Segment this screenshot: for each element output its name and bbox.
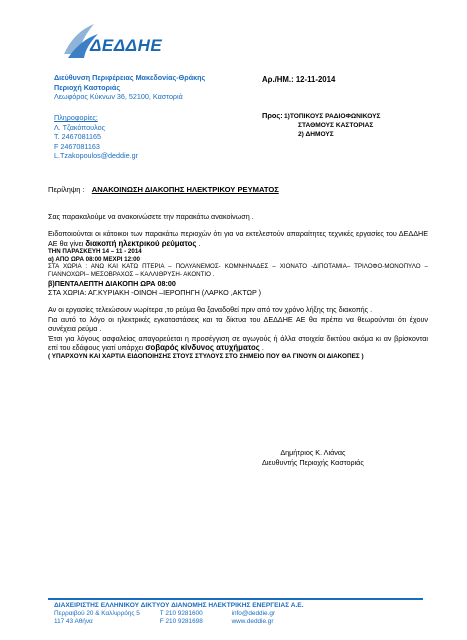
intro-end: .	[196, 238, 201, 248]
recipient-block	[262, 111, 381, 139]
logo-text: ΔΕΔΔΗΕ	[90, 36, 163, 55]
footer-address-1: Περραιβού 20 & Καλλιρρόης 5	[54, 610, 140, 618]
intro-bold: διακοπή ηλεκτρικού ρεύματος	[85, 238, 197, 248]
contact-name: Λ. Τζακόπουλος	[54, 122, 106, 132]
paragraph-safety	[48, 334, 428, 353]
contact-email: L.Tzakopoulos@deddie.gr	[54, 151, 139, 161]
recipient-line-3: 2) ΔΗΜΟΥΣ	[298, 131, 334, 138]
areas-b: ΣΤΑ ΧΩΡΙΑ: ΑΓ.ΚΥΡΙΑΚΗ -ΟΙΝΟΗ –ΙΕΡΟΠΗΓΗ (ΛΑΡΚΟ ,ΑΚΤΩΡ )	[48, 288, 262, 297]
footer-address-2: 117 43 Αθήνα	[54, 618, 93, 626]
intro-text: Ειδοποιούνται οι κάτοικοι των παρακάτω περιοχών ότι για να εκτελεστούν απαραίτητες τεχνικές εργασίες του ΔΕΔΔΗΕ ΑΕ θα γίνει	[48, 229, 428, 248]
request-paragraph: Σας παρακαλούμε να ανακοινώσετε την παρακάτω ανακοίνωση .	[48, 212, 254, 221]
areas-a: ΣΤΑ ΧΩΡΙΑ : ΑΝΩ ΚΑΙ ΚΑΤΩ ΠΤΕΡΙΑ – ΠΟΛΥΑΝΕΜΟΣ- ΚΟΜΝΗΝΑΔΕΣ – ΧΙΟΝΑΤΟ -ΔΙΠΟΤΑΜΙΑ– ΤΡΙΛΟΦΟ-ΜΟΝΟΠΥΛΟ – ΓΙΑΝΝΟΧΩΡΙ– ΜΕΣΟΒΡΑΧΟΣ – ΚΑΛΛΙΘΡΥΣΗ- ΑΚΟΝΤΙΟ .	[48, 263, 428, 278]
subject-title: ΑΝΑΚΟΙΝΩΣΗ ΔΙΑΚΟΠΗΣ ΗΛΕΚΤΡΙΚΟΥ ΡΕΥΜΑΤΟΣ	[91, 185, 279, 194]
sender-area: Περιοχή Καστοριάς	[54, 82, 121, 92]
contact-phone: Τ. 2467081165	[54, 132, 102, 142]
recipient-line-1: 1)ΤΟΠΙΚΟΥΣ ΡΑΔΙΟΦΩΝΙΚΟΥΣ	[284, 113, 381, 120]
slot-b: β)ΠΕΝΤΑΛΕΠΤΗ ΔΙΑΚΟΠΗ ΩΡΑ 08:00	[48, 278, 176, 288]
footer-phone: T 210 9281600	[159, 610, 203, 618]
subject-line	[48, 185, 279, 194]
footer-email: info@deddie.gr	[231, 610, 276, 618]
sender-address: Λεωφόρος Κύκνων 36, 52100, Καστοριά	[54, 92, 183, 102]
footer	[54, 602, 304, 627]
paragraph-early-restore: Αν οι εργασίες τελειώσουν νωρίτερα ,το ρεύμα θα ξαναδοθεί πριν από τον χρόνο λήξης της διακοπής .	[48, 305, 373, 315]
paragraph-live-network: Για αυτό το λόγο οι ηλεκτρικές εγκαταστάσεις και τα δίκτυα του ΔΕΔΔΗΕ ΑΕ θα πρέπει να θεωρούνται ότι έχουν συνέχεια ρεύμα .	[48, 314, 428, 334]
sender-directorate: Διεύθυνση Περιφέρειας Μακεδονίας-Θράκης	[54, 73, 206, 82]
safety-text: Έτσι για λόγους ασφαλείας απαγορεύεται η προσέγγιση σε αγωγούς ή άλλα στοιχεία δικτύου ακόμα κι αν βρίσκονται επί του εδάφους γιατί υπάρχει	[48, 333, 428, 353]
footer-fax: F 210 9281698	[159, 618, 203, 626]
sender-block	[54, 73, 205, 102]
footer-website: www.deddie.gr	[231, 618, 274, 626]
recipient-label: Προς:	[262, 111, 283, 120]
footer-divider	[48, 598, 423, 600]
signatory-role: Διευθυντής Περιοχής Καστοριάς	[262, 457, 364, 467]
subject-label: Περίληψη :	[48, 185, 85, 194]
signatory-name: Δημήτριος Κ. Λιάνας	[280, 448, 346, 457]
recipient-line-2: ΣΤΑΘΜΟΥΣ ΚΑΣΤΟΡΙΑΣ	[298, 122, 374, 129]
signature-block	[262, 448, 364, 467]
footer-organization: ΔΙΑΧΕΙΡΙΣΤΗΣ ΕΛΛΗΝΙΚΟΥ ΔΙΚΤΥΟΥ ΔΙΑΝΟΜΗΣ ΗΛΕΚΤΡΙΚΗΣ ΕΝΕΡΓΕΙΑΣ Α.Ε.	[54, 602, 304, 609]
protocol-number: Αρ./ΗΜ.: 12-11-2014	[262, 75, 336, 84]
outage-date: ΤΗΝ ΠΑΡΑΣΚΕΥΗ 14 – 11 - 2014	[48, 248, 142, 256]
contact-block	[54, 113, 138, 161]
slot-a: α) ΑΠΟ ΩΡΑ 08:00 ΜΕΧΡΙ 12:00	[48, 255, 140, 263]
pole-notice-note: ( ΥΠΑΡΧΟΥΝ ΚΑΙ ΧΑΡΤΙΑ ΕΙΔΟΠΟΙΗΣΗΣ ΣΤΟΥΣ ΣΤΥΛΟΥΣ ΣΤΟ ΣΗΜΕΙΟ ΠΟΥ ΘΑ ΓΙΝΟΥΝ ΟΙ ΔΙΑΚΟΠΕΣ )	[48, 353, 364, 361]
contact-heading: Πληροφορίες:	[54, 113, 98, 122]
intro-paragraph	[48, 229, 428, 248]
safety-end: .	[259, 343, 264, 353]
safety-bold: σοβαρός κίνδυνος ατυχήματος	[145, 343, 260, 353]
contact-fax: F 2467081163	[54, 141, 100, 151]
announcement-body	[48, 212, 428, 362]
